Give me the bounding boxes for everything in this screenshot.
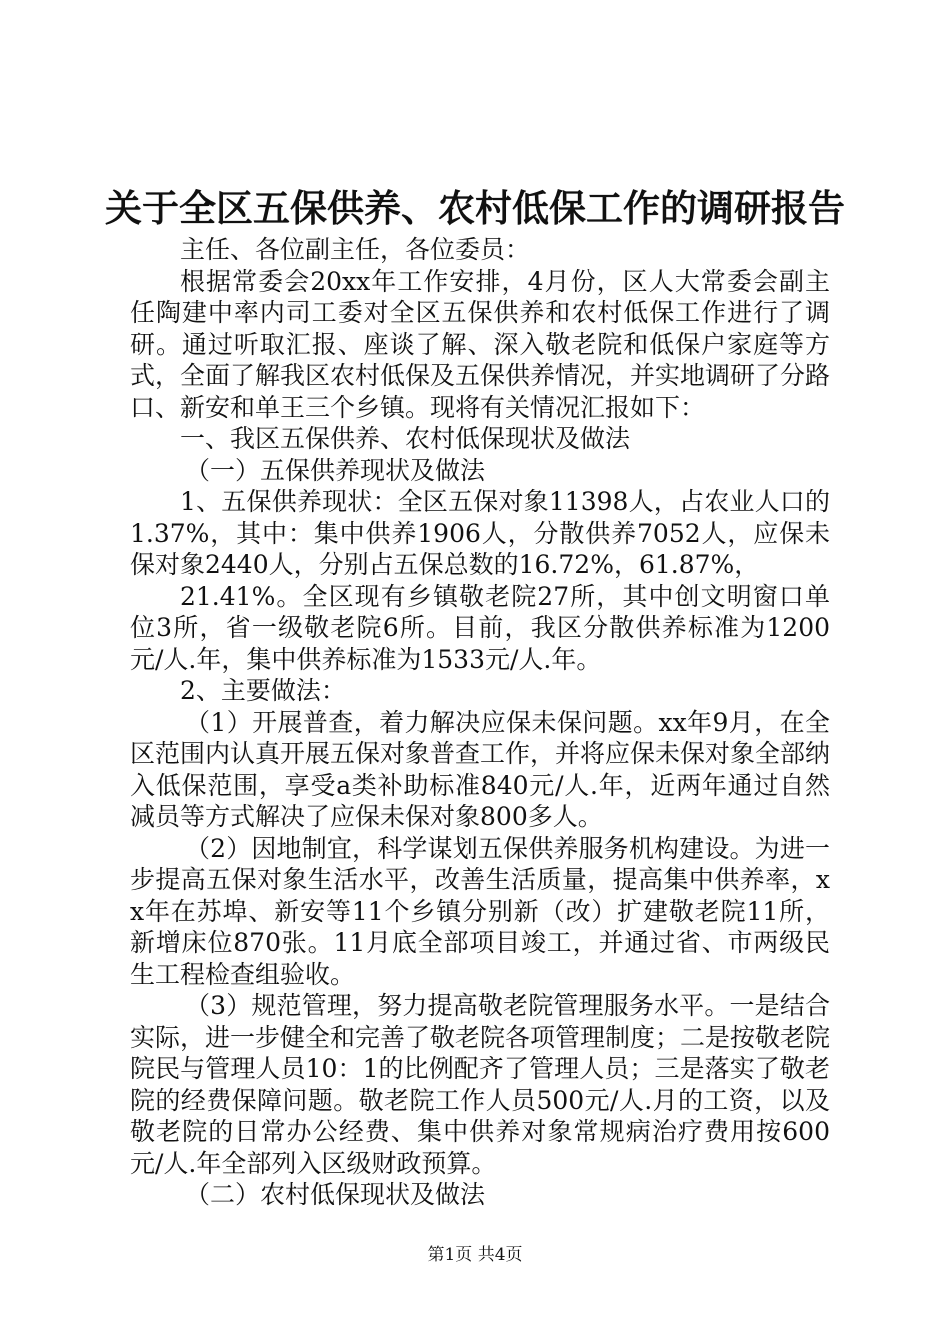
section-heading-1: 一、我区五保供养、农村低保现状及做法 (180, 424, 631, 453)
status-continued-paragraph: 21.41%。全区现有乡镇敬老院27所，其中创文明窗口单位3所，省一级敬老院6所。目前，我区分散供养标准为1200元/人.年，集中供养标准为1533元/人.年。 (130, 581, 830, 674)
measure-3-paragraph: （3）规范管理，努力提高敬老院管理服务水平。一是结合实际，进一步健全和完善了敬老院各项管理制度；二是按敬老院院民与管理人员10：1的比例配齐了管理人员；三是落实了敬老院的经费保障问题。敬老院工作人员500元/人.月的工资，以及敬老院的日常办公经费、集中供养对象常规病治疗费用按600元/人.年全部列入区级财政预算。 (130, 991, 831, 1178)
document-title: 关于全区五保供养、农村低保工作的调研报告 (105, 186, 845, 230)
measure-2-paragraph: （2）因地制宜，科学谋划五保供养服务机构建设。为进一步提高五保对象生活水平，改善生活质量，提高集中供养率，xx年在苏埠、新安等11个乡镇分别新（改）扩建敬老院11所，新增床位870张。11月底全部项目竣工，并通过省、市两级民生工程检查组验收。 (130, 833, 830, 989)
status-paragraph: 1、五保供养现状：全区五保对象11398人，占农业人口的1.37%，其中：集中供养1906人，分散供养7052人，应保未保对象2440人，分别占五保总数的16.72%，61.87%， (130, 487, 830, 579)
measure-1-paragraph: （1）开展普查，着力解决应保未保问题。xx年9月，在全区范围内认真开展五保对象普查工作，并将应保未保对象全部纳入低保范围，享受a类补助标准840元/人.年，近两年通过自然减员等方式解决了应保未保对象800多人。 (130, 707, 831, 831)
salutation-paragraph: 主任、各位副主任，各位委员： (180, 235, 531, 264)
subsection-heading-1: （一）五保供养现状及做法 (185, 455, 486, 485)
document-body (130, 234, 830, 1211)
page-footer: 第1页 共4页 (427, 1245, 523, 1265)
intro-paragraph: 根据常委会20xx年工作安排，4月份，区人大常委会副主任陶建中率内司工委对全区五保供养和农村低保工作进行了调研。通过听取汇报、座谈了解、深入敬老院和低保户家庭等方式，全面了解我区农村低保及五保供养情况，并实地调研了分路口、新安和单王三个乡镇。现将有关情况汇报如下： (130, 266, 831, 422)
measures-heading: 2、主要做法： (180, 676, 346, 705)
subsection-heading-2: （二）农村低保现状及做法 (185, 1180, 486, 1209)
